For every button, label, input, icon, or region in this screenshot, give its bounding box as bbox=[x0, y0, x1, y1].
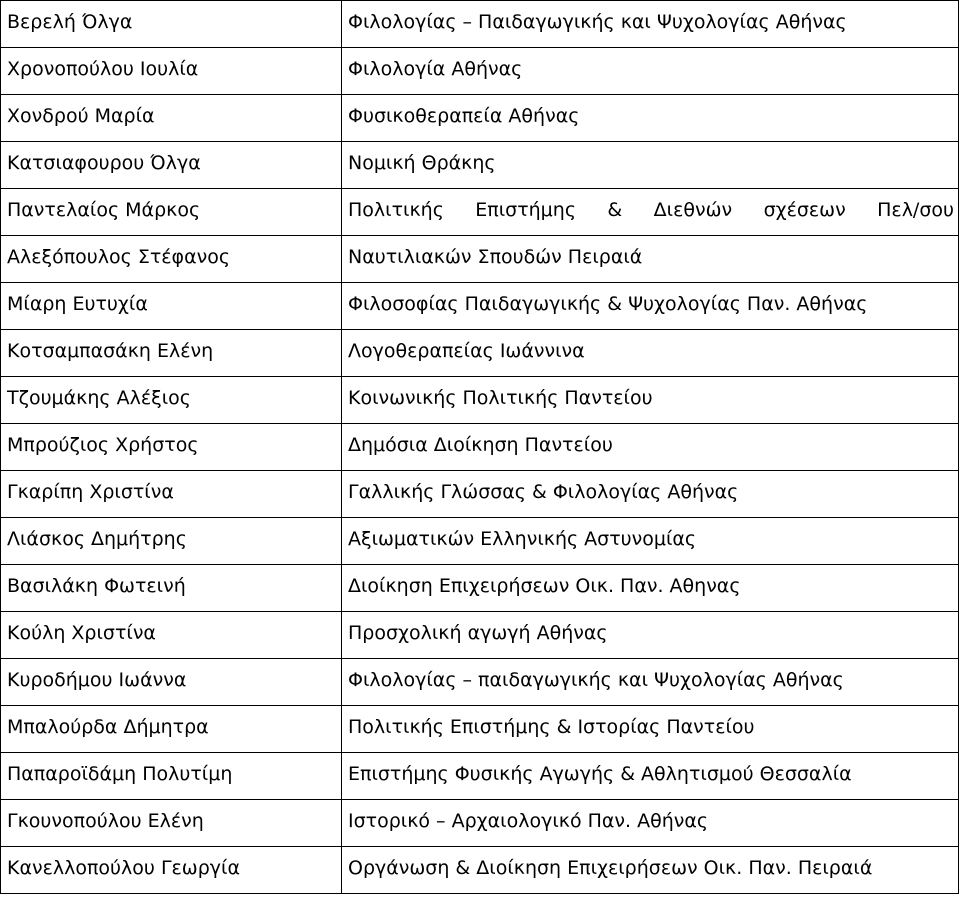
table-row bbox=[1, 330, 959, 377]
student-name: Κοτσαμπασάκη Ελένη bbox=[1, 330, 342, 377]
table-row bbox=[1, 1, 959, 48]
table-row bbox=[1, 800, 959, 847]
student-name: Γκαρίπη Χριστίνα bbox=[1, 471, 342, 518]
table-row bbox=[1, 236, 959, 283]
table-row bbox=[1, 847, 959, 894]
table-row bbox=[1, 518, 959, 565]
student-name: Χρονοπούλου Ιουλία bbox=[1, 48, 342, 95]
student-name: Αλεξόπουλος Στέφανος bbox=[1, 236, 342, 283]
student-department: Νομική Θράκης bbox=[342, 142, 959, 189]
student-department: Φιλολογίας – παιδαγωγικής και Ψυχολογίας Αθήνας bbox=[342, 659, 959, 706]
student-department: Φυσικοθεραπεία Αθήνας bbox=[342, 95, 959, 142]
student-name: Μπαλούρδα Δήμητρα bbox=[1, 706, 342, 753]
table-row bbox=[1, 95, 959, 142]
table-row bbox=[1, 189, 959, 236]
table-row bbox=[1, 424, 959, 471]
student-department: Πολιτικής Επιστήμης & Ιστορίας Παντείου bbox=[342, 706, 959, 753]
table-row bbox=[1, 377, 959, 424]
student-name: Κούλη Χριστίνα bbox=[1, 612, 342, 659]
student-department: Ναυτιλιακών Σπουδών Πειραιά bbox=[342, 236, 959, 283]
student-name: Τζουμάκης Αλέξιος bbox=[1, 377, 342, 424]
student-department: Διοίκηση Επιχειρήσεων Οικ. Παν. Αθηνας bbox=[342, 565, 959, 612]
student-department: Προσχολική αγωγή Αθήνας bbox=[342, 612, 959, 659]
student-name: Παπαροϊδάμη Πολυτίμη bbox=[1, 753, 342, 800]
student-department: Κοινωνικής Πολιτικής Παντείου bbox=[342, 377, 959, 424]
table-row bbox=[1, 753, 959, 800]
student-name: Κατσιαφουρου Όλγα bbox=[1, 142, 342, 189]
student-name: Κανελλοπούλου Γεωργία bbox=[1, 847, 342, 894]
student-department: Φιλολογία Αθήνας bbox=[342, 48, 959, 95]
student-name: Μπρούζιος Χρήστος bbox=[1, 424, 342, 471]
student-name: Γκουνοπούλου Ελένη bbox=[1, 800, 342, 847]
student-department: Γαλλικής Γλώσσας & Φιλολογίας Αθήνας bbox=[342, 471, 959, 518]
student-department: Φιλολογίας – Παιδαγωγικής και Ψυχολογίας Αθήνας bbox=[342, 1, 959, 48]
student-name: Χονδρού Μαρία bbox=[1, 95, 342, 142]
student-department: Οργάνωση & Διοίκηση Επιχειρήσεων Οικ. Παν. Πειραιά bbox=[342, 847, 959, 894]
student-department: Λογοθεραπείας Ιωάννινα bbox=[342, 330, 959, 377]
table-row bbox=[1, 48, 959, 95]
student-department: Πολιτικής Επιστήμης & Διεθνών σχέσεων Πελ/σου bbox=[348, 199, 954, 221]
table-row bbox=[1, 142, 959, 189]
table-row bbox=[1, 471, 959, 518]
student-name: Μίαρη Ευτυχία bbox=[1, 283, 342, 330]
student-department: Επιστήμης Φυσικής Αγωγής & Αθλητισμού Θεσσαλία bbox=[342, 753, 959, 800]
student-name: Βερελή Όλγα bbox=[1, 1, 342, 48]
student-department: Ιστορικό – Αρχαιολογικό Παν. Αθήνας bbox=[342, 800, 959, 847]
table-row bbox=[1, 612, 959, 659]
table-row bbox=[1, 283, 959, 330]
student-department: Φιλοσοφίας Παιδαγωγικής & Ψυχολογίας Παν. Αθήνας bbox=[342, 283, 959, 330]
table-row bbox=[1, 706, 959, 753]
student-name: Βασιλάκη Φωτεινή bbox=[1, 565, 342, 612]
student-department: Αξιωματικών Ελληνικής Αστυνομίας bbox=[342, 518, 959, 565]
student-name: Λιάσκος Δημήτρης bbox=[1, 518, 342, 565]
table-row bbox=[1, 565, 959, 612]
student-department: Δημόσια Διοίκηση Παντείου bbox=[342, 424, 959, 471]
student-name: Παντελαίος Μάρκος bbox=[1, 189, 342, 236]
table-row bbox=[1, 659, 959, 706]
student-name: Κυροδήμου Ιωάννα bbox=[1, 659, 342, 706]
